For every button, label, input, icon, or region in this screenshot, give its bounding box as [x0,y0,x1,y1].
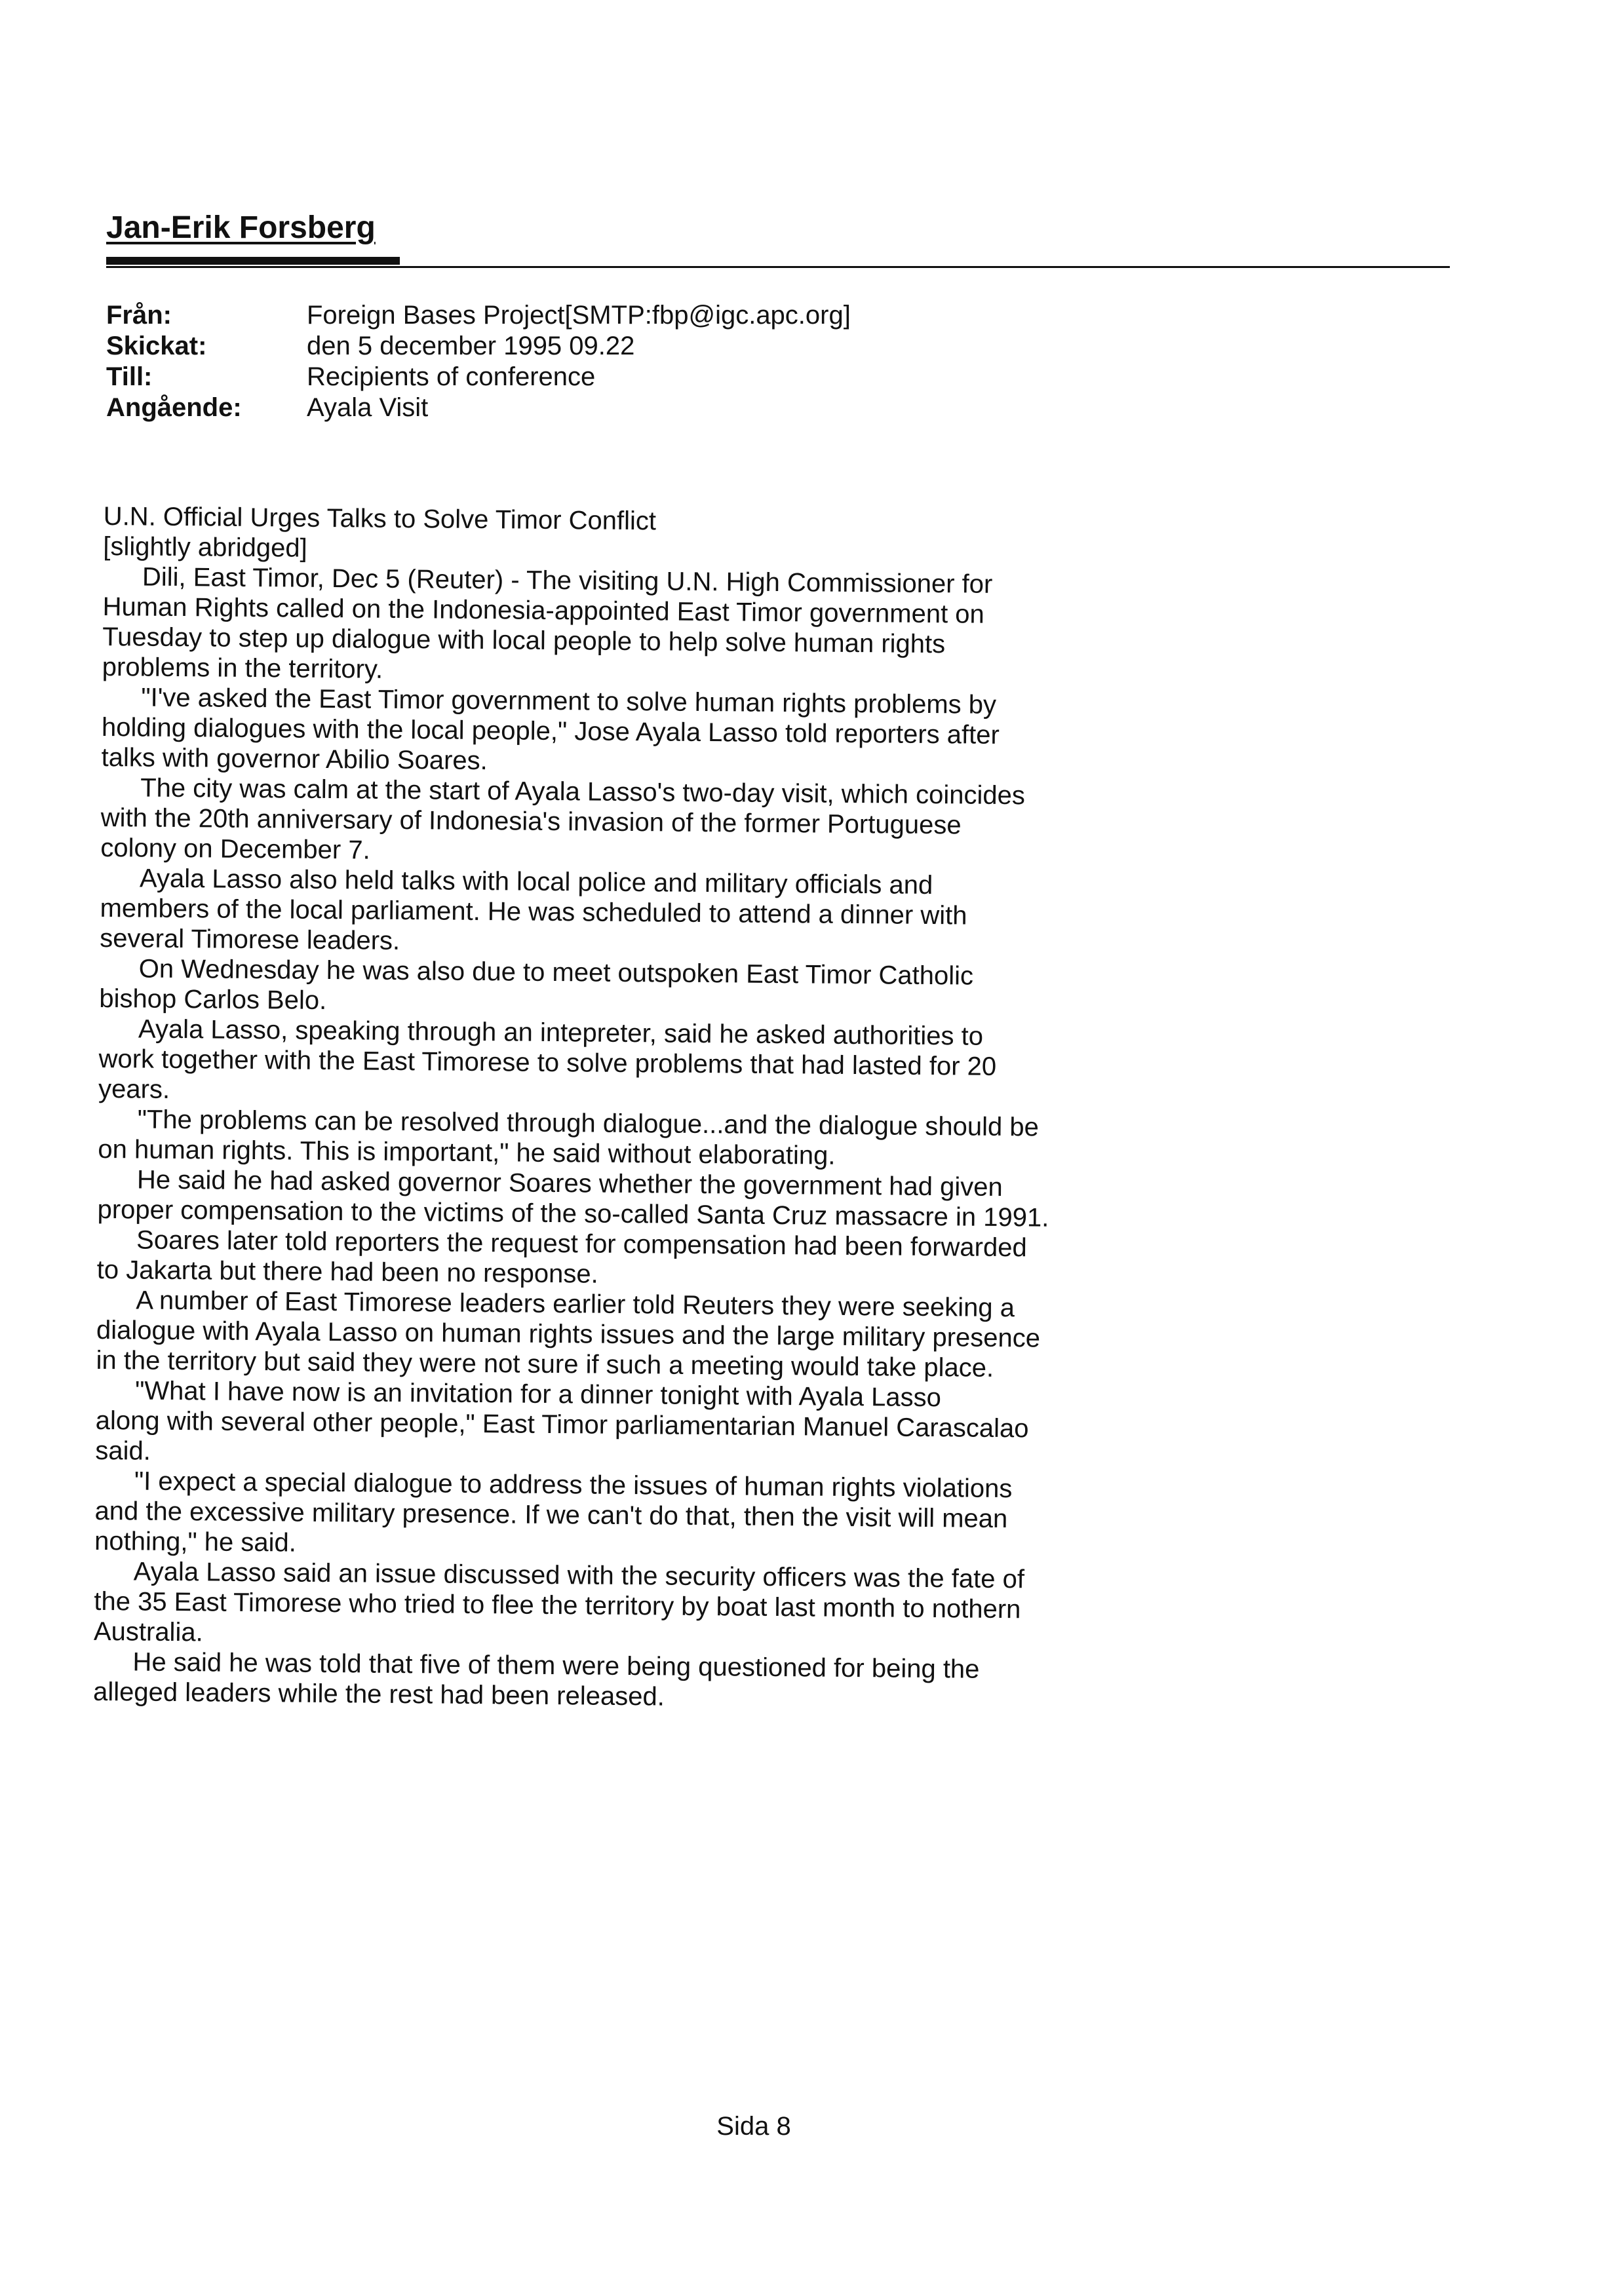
body-line: Ayala Lasso, speaking through an intepreter, said he asked authorities to [138,1014,984,1051]
body-line: along with several other people," East Timor parliamentarian Manuel Carascalao [95,1406,1029,1444]
body-line: years. [98,1074,170,1104]
body-line: alleged leaders while the rest had been released. [92,1677,665,1712]
body-line: colony on December 7. [100,833,370,865]
body-line: Ayala Lasso also held talks with local police and military officials and [139,864,933,900]
message-body [93,501,1113,1715]
meta-label: Skickat: [106,332,207,360]
body-line: [slightly abridged] [103,531,307,563]
body-line: in the territory but said they were not sure if such a meeting would take place. [96,1345,994,1383]
body-line: holding dialogues with the local people," Jose Ayala Lasso told reporters after [101,712,1000,750]
body-line: with the 20th anniversary of Indonesia's invasion of the former Portuguese [100,803,962,840]
body-line: to Jakarta but there had been no response. [96,1255,598,1289]
body-line: work together with the East Timorese to solve problems that had lasted for 20 [98,1044,997,1081]
body-line: and the excessive military presence. If we can't do that, then the visit will mean [94,1496,1008,1534]
body-line: He said he was told that five of them were being questioned for being the [132,1647,980,1684]
body-line: on human rights. This is important," he said without elaborating. [98,1134,836,1170]
meta-label: Från: [106,301,172,330]
email-meta [106,300,851,423]
body-line: the 35 East Timorese who tried to flee the territory by boat last month to nothern [94,1586,1021,1624]
meta-label: Till: [106,362,153,391]
body-line: "I've asked the East Timor government to solve human rights problems by [141,683,997,719]
meta-value: den 5 december 1995 09.22 [307,332,635,360]
body-line: nothing," he said. [94,1526,297,1558]
body-line: Soares later told reporters the request for compensation had been forwarded [136,1225,1027,1263]
meta-row-from [106,300,851,331]
meta-row-subject [106,392,851,423]
header-rule-thick [106,257,400,265]
meta-value: Recipients of conference [307,362,596,391]
body-line: bishop Carlos Belo. [99,984,327,1015]
body-line: "What I have now is an invitation for a dinner tonight with Ayala Lasso [134,1376,942,1413]
body-line: dialogue with Ayala Lasso on human rights issues and the large military presence [96,1315,1041,1353]
body-line: U.N. Official Urges Talks to Solve Timor Conflict [103,501,657,536]
body-line: members of the local parliament. He was scheduled to attend a dinner with [100,893,967,930]
body-line: Ayala Lasso said an issue discussed with the security officers was the fate of [133,1557,1025,1594]
body-line: Dili, East Timor, Dec 5 (Reuter) - The visiting U.N. High Commissioner for [142,562,993,599]
body-line: proper compensation to the victims of the so-called Santa Cruz massacre in 1991. [97,1195,1049,1233]
body-line: problems in the territory. [102,652,383,684]
header-rule-thin [106,266,1450,268]
meta-label: Angående: [106,393,242,422]
body-line: "I expect a special dialogue to address the issues of human rights violations [134,1466,1013,1504]
meta-row-sent [106,331,851,362]
body-line: On Wednesday he was also due to meet outspoken East Timor Catholic [138,954,974,991]
sender-name: Jan-Erik Forsberg [106,210,376,245]
body-line: The city was calm at the start of Ayala Lasso's two-day visit, which coincides [140,773,1026,811]
body-line: He said he had asked governor Soares whether the government had given [136,1165,1003,1202]
body-line: Human Rights called on the Indonesia-appointed East Timor government on [102,592,984,629]
body-line: said. [95,1436,151,1466]
body-line: A number of East Timorese leaders earlier told Reuters they were seeking a [136,1286,1015,1323]
meta-row-to [106,362,851,392]
document-header [106,208,1450,248]
body-line: Tuesday to step up dialogue with local people to help solve human rights [102,622,946,659]
body-line: several Timorese leaders. [99,923,400,955]
body-line: Australia. [93,1617,203,1647]
page-number: Sida 8 [716,2112,791,2141]
meta-value: Ayala Visit [307,393,429,422]
meta-value: Foreign Bases Project[SMTP:fbp@igc.apc.org] [307,301,851,330]
body-line: "The problems can be resolved through dialogue...and the dialogue should be [137,1105,1040,1142]
body-line: talks with governor Abilio Soares. [101,742,488,776]
